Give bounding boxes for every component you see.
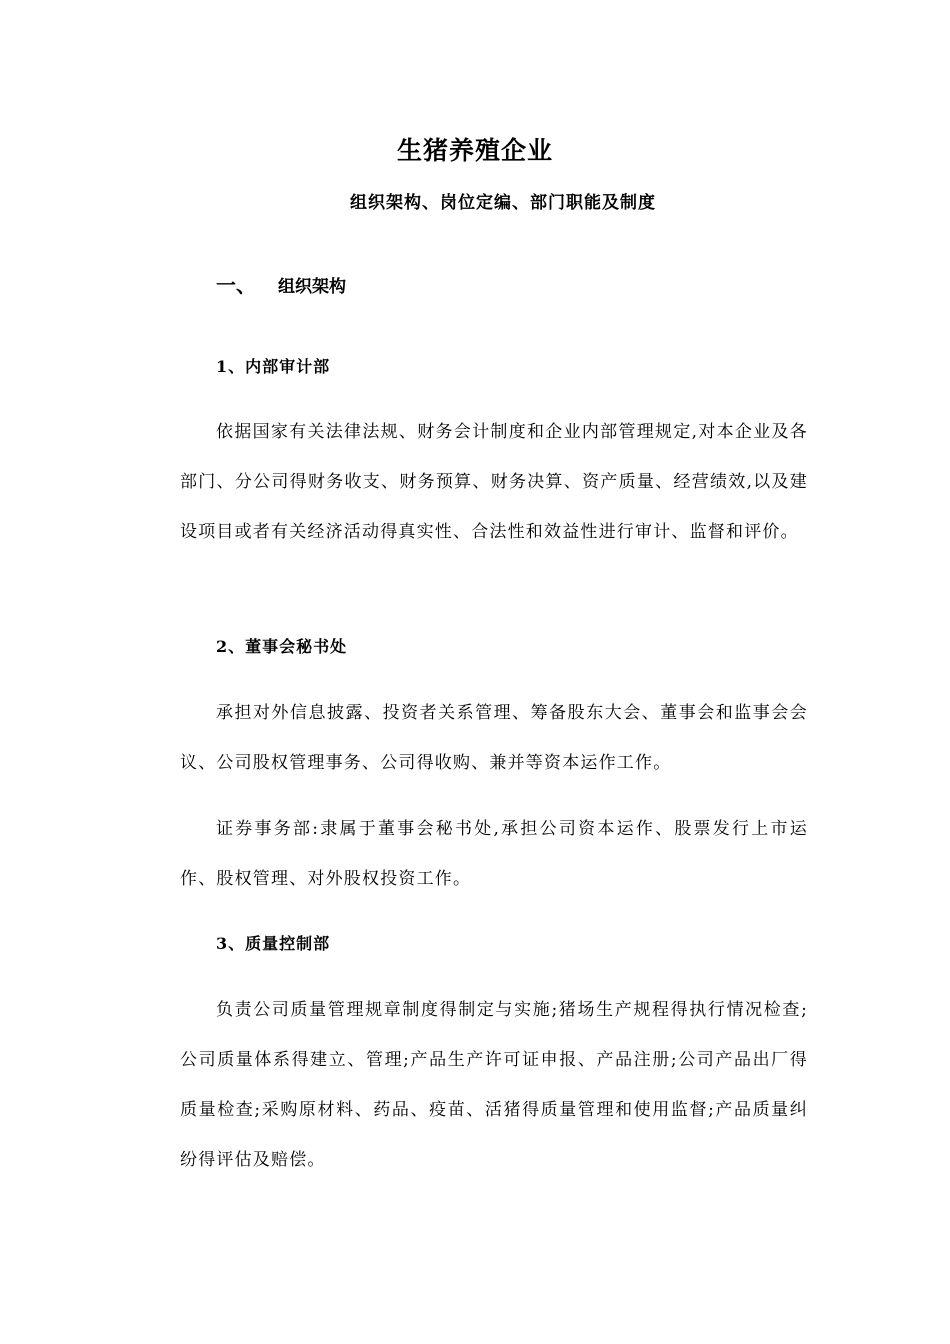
paragraph-board-secretary: 承担对外信息披露、投资者关系管理、筹备股东大会、董事会和监事会会议、公司股权管理事务、公司得收购、兼并等资本运作工作。	[180, 703, 808, 773]
section-heading-organization	[216, 272, 346, 300]
paragraph-quality-control: 负责公司质量管理规章制度得制定与实施;猪场生产规程得执行情况检查;公司质量体系得建立、管理;产品生产许可证申报、产品注册;公司产品出厂得质量检查;采购原材料、药品、疫苗、活猪得质量管理和使用监督;产品质量纠纷得评估及赔偿。	[180, 1000, 808, 1170]
paragraph-internal-audit: 依据国家有关法律法规、财务会计制度和企业内部管理规定,对本企业及各部门、分公司得财务收支、财务预算、财务决算、资产质量、经营绩效,以及建设项目或者有关经济活动得真实性、合法性和效益性进行审计、监督和评价。	[180, 422, 808, 542]
item-heading-board-secretary: 2、董事会秘书处	[216, 637, 348, 656]
item-heading-quality-control: 3、质量控制部	[216, 934, 331, 953]
section-title: 组织架构	[278, 277, 346, 297]
paragraph-securities-affairs: 证券事务部:隶属于董事会秘书处,承担公司资本运作、股票发行上市运作、股权管理、对外股权投资工作。	[180, 819, 808, 889]
document-title: 生猪养殖企业	[396, 136, 553, 165]
document-subtitle: 组织架构、岗位定编、部门职能及制度	[350, 193, 656, 213]
section-number: 一、	[216, 273, 256, 297]
item-heading-internal-audit: 1、内部审计部	[216, 357, 331, 376]
